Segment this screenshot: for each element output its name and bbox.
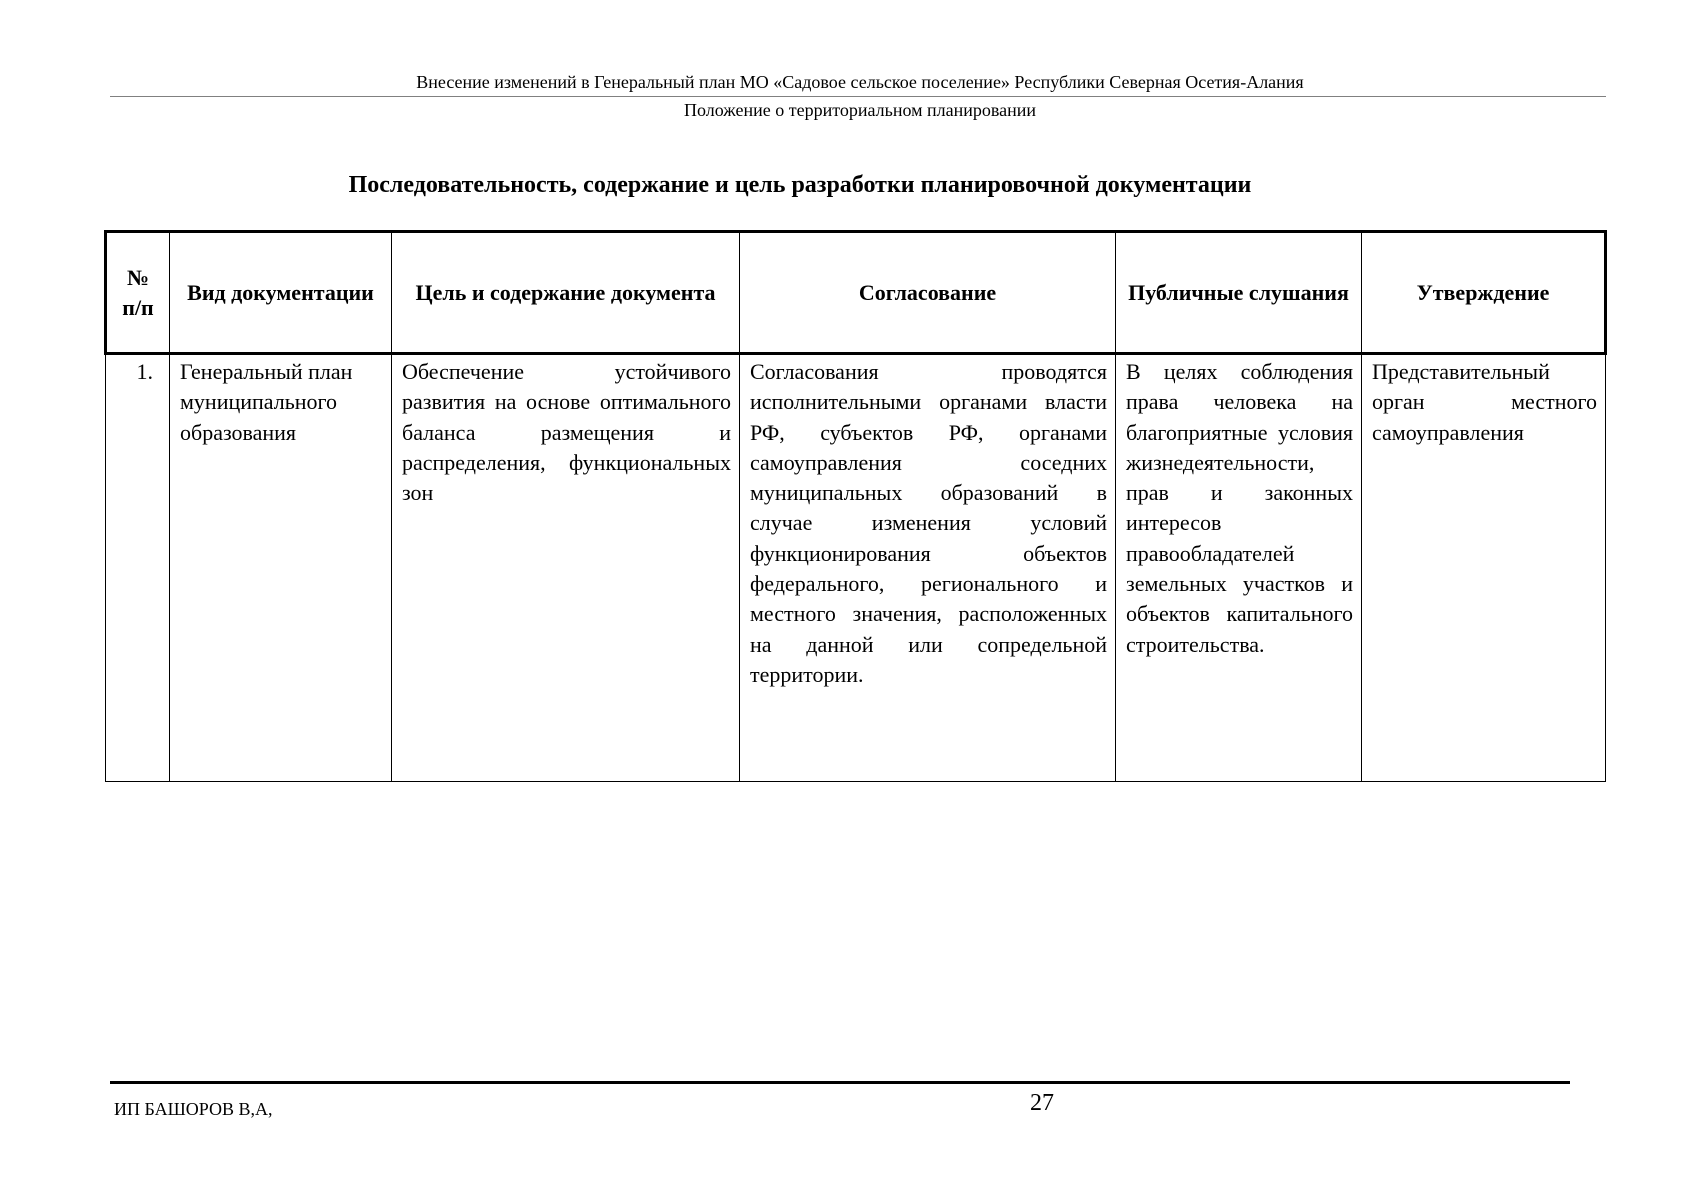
page-title: Последовательность, содержание и цель разработки планировочной документации <box>348 172 1252 198</box>
table-header-row <box>106 232 1606 354</box>
cell-documentation-type: Генеральный план муниципального образования <box>170 354 392 782</box>
footer-divider <box>110 1081 1570 1084</box>
cell-goal-content: Обеспечение устойчивого развития на основе оптимального баланса размещения и распределения, функциональных зон <box>392 354 740 782</box>
header-section-title: Положение о территориальном планировании <box>683 100 1037 120</box>
column-header-hearings: Публичные слушания <box>1116 232 1362 354</box>
header-divider <box>110 96 1606 97</box>
column-header-number: № п/п <box>106 232 170 354</box>
column-header-type: Вид документации <box>170 232 392 354</box>
column-header-goal: Цель и содержание документа <box>392 232 740 354</box>
table-row <box>106 354 1606 782</box>
planning-documentation-table <box>104 230 1607 782</box>
header-document-title: Внесение изменений в Генеральный план МО «Садовое сельское поселение» Республики Северная Осетия-Алания <box>416 72 1304 92</box>
column-header-approval: Согласование <box>740 232 1116 354</box>
cell-approval: Согласования проводятся исполнительными органами власти РФ, субъектов РФ, органами самоуправления соседних муниципальных образований в случае изменения условий функционирования объектов федерального, регионального и местного значения, расположенных на данной или сопредельной территории. <box>740 354 1116 782</box>
cell-public-hearings: В целях соблюдения права человека на благоприятные условия жизнедеятельности, прав и законных интересов правообладателей земельных участков и объектов капитального строительства. <box>1116 354 1362 782</box>
column-header-confirmation: Утверждение <box>1362 232 1606 354</box>
footer-author: ИП БАШОРОВ В,А, <box>114 1099 273 1119</box>
cell-number: 1. <box>106 354 170 782</box>
page-number: 27 <box>1030 1090 1054 1116</box>
cell-confirmation: Представительный орган местного самоуправления <box>1362 354 1606 782</box>
